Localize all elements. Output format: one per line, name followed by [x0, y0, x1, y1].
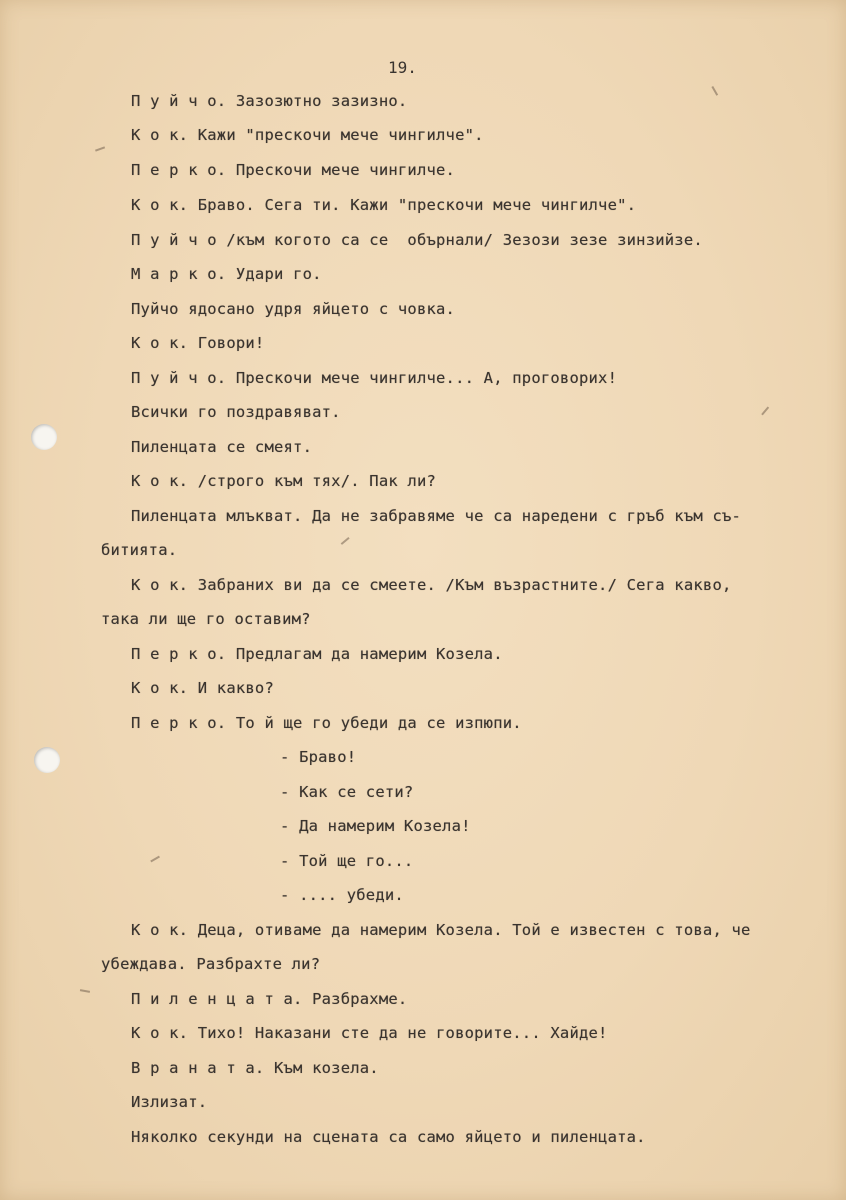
punch-hole — [31, 424, 57, 450]
text-line: П у й ч о. Зазозютно зазизно. — [131, 92, 408, 110]
text-line: - Да намерим Козела! — [280, 817, 471, 835]
text-line: Всички го поздравяват. — [131, 403, 341, 421]
text-line: - Той ще го... — [280, 852, 414, 870]
text-line: П е р к о. Прескочи мече чингилче. — [131, 161, 456, 179]
page-number: 19. — [388, 58, 417, 77]
text-line: П у й ч о. Прескочи мече чингилче... А, проговорих! — [131, 369, 618, 387]
ink-speck — [80, 989, 90, 992]
ink-speck — [712, 86, 718, 95]
text-line: П е р к о. То й ще го убеди да се изпюпи. — [131, 714, 522, 732]
text-line: Няколко секунди на сцената са само яйцето и пиленцата. — [131, 1128, 646, 1146]
text-line: убеждава. Разбрахте ли? — [101, 955, 321, 973]
text-line: Пиленцата млъкват. Да не забравяме че са наредени с гръб към съ- — [131, 507, 742, 525]
text-line: битията. — [101, 541, 178, 559]
text-line: Излизат. — [131, 1093, 208, 1111]
text-line: така ли ще го оставим? — [101, 610, 311, 628]
text-line: К о к. Деца, отиваме да намерим Козела. Той е известен с това, че — [131, 921, 751, 939]
text-line: К о к. Браво. Сега ти. Кажи "прескочи мече чингилче". — [131, 196, 637, 214]
ink-speck — [95, 146, 105, 151]
text-line: К о к. И какво? — [131, 679, 274, 697]
text-line: П у й ч о /към когото са се обърнали/ Зезози зезе зинзийзе. — [131, 231, 703, 249]
text-line: К о к. Говори! — [131, 334, 265, 352]
text-line: Пуйчо ядосано удря яйцето с човка. — [131, 300, 456, 318]
text-line: М а р к о. Удари го. — [131, 265, 322, 283]
text-line: П и л е н ц а т а. Разбрахме. — [131, 990, 408, 1008]
text-line: Пиленцата се смеят. — [131, 438, 313, 456]
text-line: К о к. Кажи "прескочи мече чингилче". — [131, 126, 484, 144]
text-line: - .... убеди. — [280, 886, 404, 904]
text-line: В р а н а т а. Към козела. — [131, 1059, 379, 1077]
text-line: П е р к о. Предлагам да намерим Козела. — [131, 645, 503, 663]
punch-hole — [34, 747, 60, 773]
text-line: - Как се сети? — [280, 783, 414, 801]
text-line: К о к. /строго към тях/. Пак ли? — [131, 472, 437, 490]
ink-speck — [761, 406, 769, 415]
text-line: К о к. Забраних ви да се смеете. /Към възрастните./ Сега какво, — [131, 576, 732, 594]
text-line: - Браво! — [280, 748, 357, 766]
ink-speck — [150, 856, 159, 862]
ink-speck — [341, 537, 350, 545]
text-line: К о к. Тихо! Наказани сте да не говорите... Хайде! — [131, 1024, 608, 1042]
